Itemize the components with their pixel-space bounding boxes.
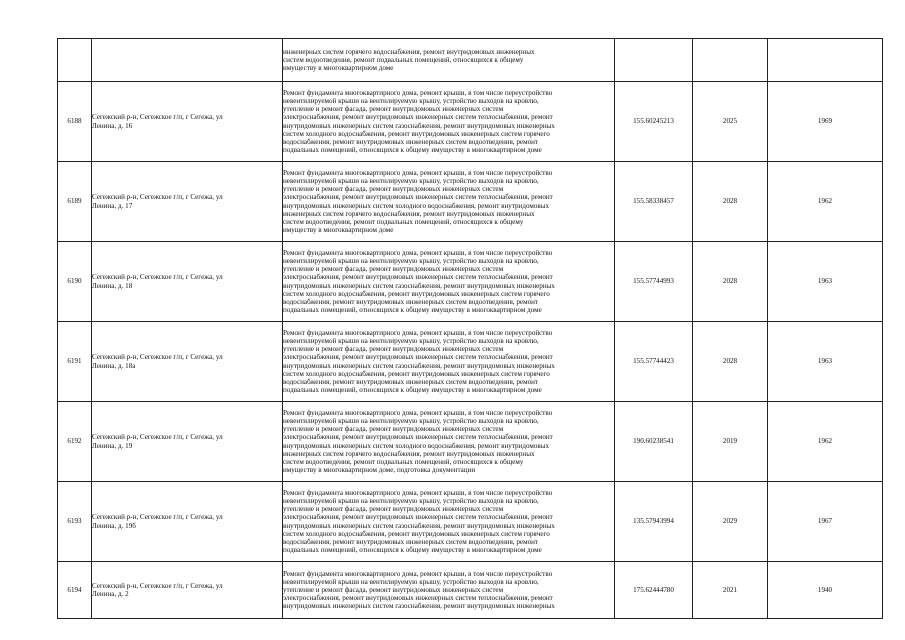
works-line: внутридомовых инженерных систем газоснабжения, ремонт внутридомовых инженерных: [283, 361, 555, 370]
built-year-cell: 1962: [768, 162, 883, 242]
cost-cell: 155.60245213: [615, 82, 693, 162]
works-line: инженерных систем горячего водоснабжения, ремонт внутридомовых инженерных: [283, 209, 535, 218]
address-line: Ленина, д. 17: [92, 201, 133, 210]
works-line: Ремонт фундамента многоквартирного дома, ремонт крыши, в том числе переустройство: [283, 249, 553, 258]
works-line: внутридомовых инженерных систем газоснабжения, ремонт внутридомовых инженерных: [283, 521, 555, 530]
works-line: невентилируемой крыши на вентилируемую крышу, устройство выходов на кровлю,: [283, 337, 539, 346]
works-line: водоснабжения, ремонт внутридомовых инженерных систем водоотведения, ремонт: [283, 137, 539, 146]
address-line: Сегежский р-н, Сегежское г/п, г Сегежа, ул: [92, 113, 223, 122]
address-line: Ленина, д. 18а: [92, 361, 136, 370]
address-cell: [92, 562, 283, 619]
address-line: Ленина, д. 18: [92, 281, 133, 290]
works-line: инженерных систем горячего водоснабжения, ремонт внутридомовых инженерных: [283, 449, 535, 458]
address-cell: [92, 242, 283, 322]
works-line: невентилируемой крыши на вентилируемую крышу, устройство выходов на кровлю,: [283, 497, 539, 506]
table-row: [58, 242, 883, 322]
year-cell: 2029: [693, 482, 768, 562]
address-line: Ленина, д. 19б: [92, 521, 136, 530]
cost-cell: 135.57943994: [615, 482, 693, 562]
table-body: [58, 39, 883, 619]
built-year-cell: 1969: [768, 82, 883, 162]
works-line: утепление и ремонт фасада, ремонт внутридомовых инженерных систем: [283, 585, 504, 594]
table-row: [58, 162, 883, 242]
works-cell: [283, 322, 615, 402]
built-year-cell: 1963: [768, 242, 883, 322]
address-line: Ленина, д. 19: [92, 441, 133, 450]
cost-cell: 155.57744993: [615, 242, 693, 322]
works-line: систем водоотведения, ремонт подвальных помещений, относящихся к общему: [283, 457, 524, 466]
built-year-cell: [768, 39, 883, 82]
works-line: имуществу в многоквартирном доме: [283, 64, 394, 73]
works-line: Ремонт фундамента многоквартирного дома, ремонт крыши, в том числе переустройство: [283, 89, 553, 98]
works-cell: [283, 402, 615, 482]
row-number: 6189: [58, 162, 92, 242]
works-line: внутридомовых инженерных систем газоснабжения, ремонт внутридомовых инженерных: [283, 121, 555, 130]
works-line: водоснабжения, ремонт внутридомовых инженерных систем водоотведения, ремонт: [283, 537, 539, 546]
address-cell: [92, 162, 283, 242]
address-line: Сегежский р-н, Сегежское г/п, г Сегежа, ул: [92, 433, 223, 442]
address-line: Сегежский р-н, Сегежское г/п, г Сегежа, ул: [92, 193, 223, 202]
table-row: [58, 39, 883, 82]
works-line: утепление и ремонт фасада, ремонт внутридомовых инженерных систем: [283, 265, 504, 274]
table-row: [58, 322, 883, 402]
address-line: Сегежский р-н, Сегежское г/п, г Сегежа, ул: [92, 581, 223, 590]
works-line: внутридомовых инженерных систем газоснабжения, ремонт внутридомовых инженерных: [283, 281, 555, 290]
works-line: Ремонт фундамента многоквартирного дома, ремонт крыши, в том числе переустройство: [283, 409, 553, 418]
works-cell: [283, 482, 615, 562]
table-row: [58, 82, 883, 162]
works-line: невентилируемой крыши на вентилируемую крышу, устройство выходов на кровлю,: [283, 577, 539, 586]
works-line: невентилируемой крыши на вентилируемую крышу, устройство выходов на кровлю,: [283, 257, 539, 266]
works-line: Ремонт фундамента многоквартирного дома, ремонт крыши, в том числе переустройство: [283, 169, 553, 178]
works-line: невентилируемой крыши на вентилируемую крышу, устройство выходов на кровлю,: [283, 417, 539, 426]
works-line: подвальных помещений, относящихся к общему имуществу в многоквартирном доме: [283, 385, 542, 394]
works-line: электроснабжения, ремонт внутридомовых инженерных систем теплоснабжения, ремонт: [283, 113, 553, 122]
row-number: 6194: [58, 562, 92, 619]
row-number: [58, 39, 92, 82]
works-line: электроснабжения, ремонт внутридомовых инженерных систем теплоснабжения, ремонт: [283, 273, 553, 282]
address-cell: [92, 322, 283, 402]
address-cell: [92, 39, 283, 82]
works-line: Ремонт фундамента многоквартирного дома, ремонт крыши, в том числе переустройство: [283, 329, 553, 338]
row-number: 6190: [58, 242, 92, 322]
address-cell: [92, 82, 283, 162]
works-line: электроснабжения, ремонт внутридомовых инженерных систем теплоснабжения, ремонт: [283, 513, 553, 522]
cost-cell: 190.60238541: [615, 402, 693, 482]
register-table: [57, 38, 883, 619]
works-line: подвальных помещений, относящихся к общему имуществу в многоквартирном доме: [283, 545, 542, 554]
table-row: [58, 482, 883, 562]
works-line: электроснабжения, ремонт внутридомовых инженерных систем теплоснабжения, ремонт: [283, 193, 553, 202]
works-line: систем водоотведения, ремонт подвальных помещений, относящихся к общему: [283, 217, 524, 226]
built-year-cell: 1963: [768, 322, 883, 402]
works-line: имуществу в многоквартирном доме, подготовка документации: [283, 465, 476, 474]
works-line: имуществу в многоквартирном доме: [283, 225, 394, 234]
works-line: систем холодного водоснабжения, ремонт внутридомовых инженерных систем горячего: [283, 369, 550, 378]
row-number: 6192: [58, 402, 92, 482]
address-cell: [92, 482, 283, 562]
cost-cell: 155.58338457: [615, 162, 693, 242]
works-line: подвальных помещений, относящихся к общему имуществу в многоквартирном доме: [283, 305, 542, 314]
works-line: внутридомовых инженерных систем холодного водоснабжения, ремонт внутридомовых: [283, 441, 550, 450]
year-cell: [693, 39, 768, 82]
works-line: электроснабжения, ремонт внутридомовых инженерных систем теплоснабжения, ремонт: [283, 594, 553, 603]
works-line: невентилируемой крыши на вентилируемую крышу, устройство выходов на кровлю,: [283, 177, 539, 186]
works-line: систем холодного водоснабжения, ремонт внутридомовых инженерных систем горячего: [283, 529, 550, 538]
works-line: систем водоотведения, ремонт подвальных помещений, относящихся к общему: [283, 55, 524, 64]
address-line: Ленина, д. 16: [92, 121, 133, 130]
works-line: Ремонт фундамента многоквартирного дома, ремонт крыши, в том числе переустройство: [283, 489, 553, 498]
year-cell: 2028: [693, 322, 768, 402]
address-cell: [92, 402, 283, 482]
table-row: [58, 562, 883, 619]
works-line: утепление и ремонт фасада, ремонт внутридомовых инженерных систем: [283, 185, 504, 194]
built-year-cell: 1962: [768, 402, 883, 482]
cost-cell: [615, 39, 693, 82]
works-line: систем холодного водоснабжения, ремонт внутридомовых инженерных систем горячего: [283, 289, 550, 298]
address-line: Сегежский р-н, Сегежское г/п, г Сегежа, ул: [92, 513, 223, 522]
works-line: утепление и ремонт фасада, ремонт внутридомовых инженерных систем: [283, 105, 504, 114]
row-number: 6193: [58, 482, 92, 562]
cost-cell: 175.62444780: [615, 562, 693, 619]
row-number: 6188: [58, 82, 92, 162]
works-line: невентилируемой крыши на вентилируемую крышу, устройство выходов на кровлю,: [283, 97, 539, 106]
built-year-cell: 1967: [768, 482, 883, 562]
works-cell: [283, 162, 615, 242]
address-line: Сегежский р-н, Сегежское г/п, г Сегежа, ул: [92, 273, 223, 282]
works-line: внутридомовых инженерных систем газоснабжения, ремонт внутридомовых инженерных: [283, 602, 555, 611]
works-cell: [283, 242, 615, 322]
year-cell: 2021: [693, 562, 768, 619]
works-line: утепление и ремонт фасада, ремонт внутридомовых инженерных систем: [283, 425, 504, 434]
cost-cell: 155.57744423: [615, 322, 693, 402]
year-cell: 2019: [693, 402, 768, 482]
year-cell: 2028: [693, 242, 768, 322]
works-line: Ремонт фундамента многоквартирного дома, ремонт крыши, в том числе переустройство: [283, 569, 553, 578]
works-line: электроснабжения, ремонт внутридомовых инженерных систем теплоснабжения, ремонт: [283, 353, 553, 362]
works-line: инженерных систем горячего водоснабжения, ремонт внутридомовых инженерных: [283, 47, 535, 56]
year-cell: 2025: [693, 82, 768, 162]
row-number: 6191: [58, 322, 92, 402]
works-line: водоснабжения, ремонт внутридомовых инженерных систем водоотведения, ремонт: [283, 297, 539, 306]
works-line: систем холодного водоснабжения, ремонт внутридомовых инженерных систем горячего: [283, 129, 550, 138]
year-cell: 2028: [693, 162, 768, 242]
address-line: Ленина, д. 2: [92, 590, 129, 598]
works-cell: [283, 82, 615, 162]
works-cell: [283, 39, 615, 82]
works-cell: [283, 562, 615, 619]
works-line: водоснабжения, ремонт внутридомовых инженерных систем водоотведения, ремонт: [283, 377, 539, 386]
works-line: утепление и ремонт фасада, ремонт внутридомовых инженерных систем: [283, 505, 504, 514]
address-line: Сегежский р-н, Сегежское г/п, г Сегежа, ул: [92, 353, 223, 362]
works-line: внутридомовых инженерных систем холодного водоснабжения, ремонт внутридомовых: [283, 201, 550, 210]
table-row: [58, 402, 883, 482]
built-year-cell: 1940: [768, 562, 883, 619]
works-line: подвальных помещений, относящихся к общему имуществу в многоквартирном доме: [283, 145, 542, 154]
works-line: электроснабжения, ремонт внутридомовых инженерных систем теплоснабжения, ремонт: [283, 433, 553, 442]
works-line: утепление и ремонт фасада, ремонт внутридомовых инженерных систем: [283, 345, 504, 354]
